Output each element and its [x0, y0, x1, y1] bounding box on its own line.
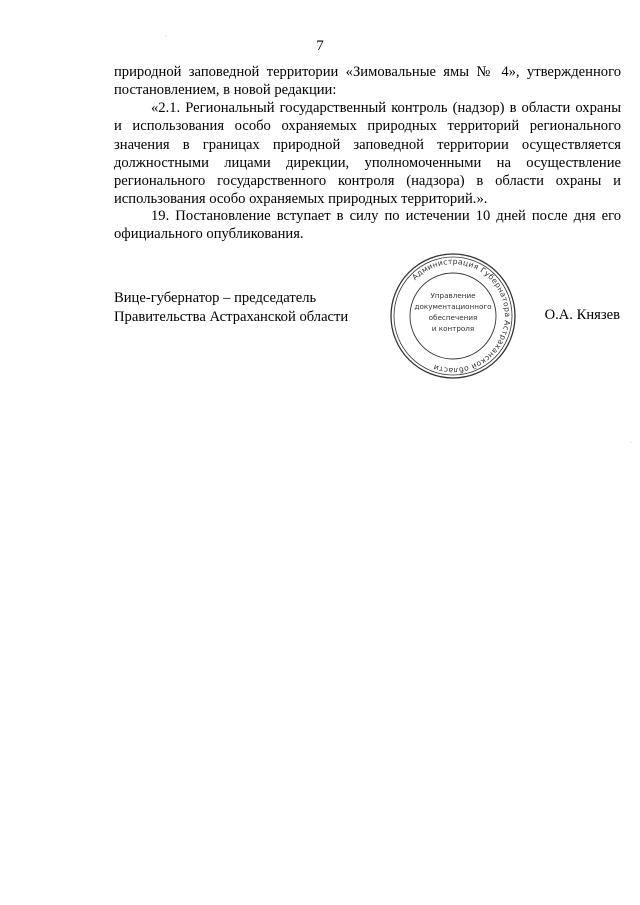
- page-number: 7: [316, 38, 324, 54]
- signer-name: О.А. Князев: [544, 307, 620, 323]
- svg-text:документационного: документационного: [414, 302, 492, 311]
- svg-text:и контроля: и контроля: [431, 324, 475, 333]
- paragraph-clause-19: 19. Постановление вступает в силу по истечении 10 дней после дня его официального опубликования.: [114, 208, 621, 243]
- svg-text:обеспечения: обеспечения: [428, 313, 478, 322]
- margin-dot-right: ·: [630, 440, 632, 446]
- paragraph-continuation: природной заповедной территории «Зимовальные ямы № 4», утвержденного постановлением, в новой редакции:: [114, 64, 621, 99]
- margin-dot-top: ·: [165, 34, 167, 40]
- signature-position-line2: Правительства Астраханской области: [114, 308, 349, 325]
- svg-text:Управление: Управление: [430, 291, 476, 300]
- paragraph-clause-2-1: «2.1. Региональный государственный контроль (надзор) в области охраны и использования особо охраняемых природных территорий регионального значения в границах природной заповедной территории осуществляется должностными лицами дирекции, уполномоченными на осуществление регионального государственного контроля (надзора) в области охраны и использования особо охраняемых природных территорий.».: [114, 100, 621, 208]
- signature-position-line1: Вице-губернатор – председатель: [114, 290, 317, 306]
- signature-position: [114, 289, 348, 326]
- svg-text:Администрация Губернатора Астр: Администрация Губернатора Астраханской области: [410, 256, 513, 376]
- official-seal: [387, 250, 519, 382]
- seal-stamp-graphic: [387, 250, 519, 382]
